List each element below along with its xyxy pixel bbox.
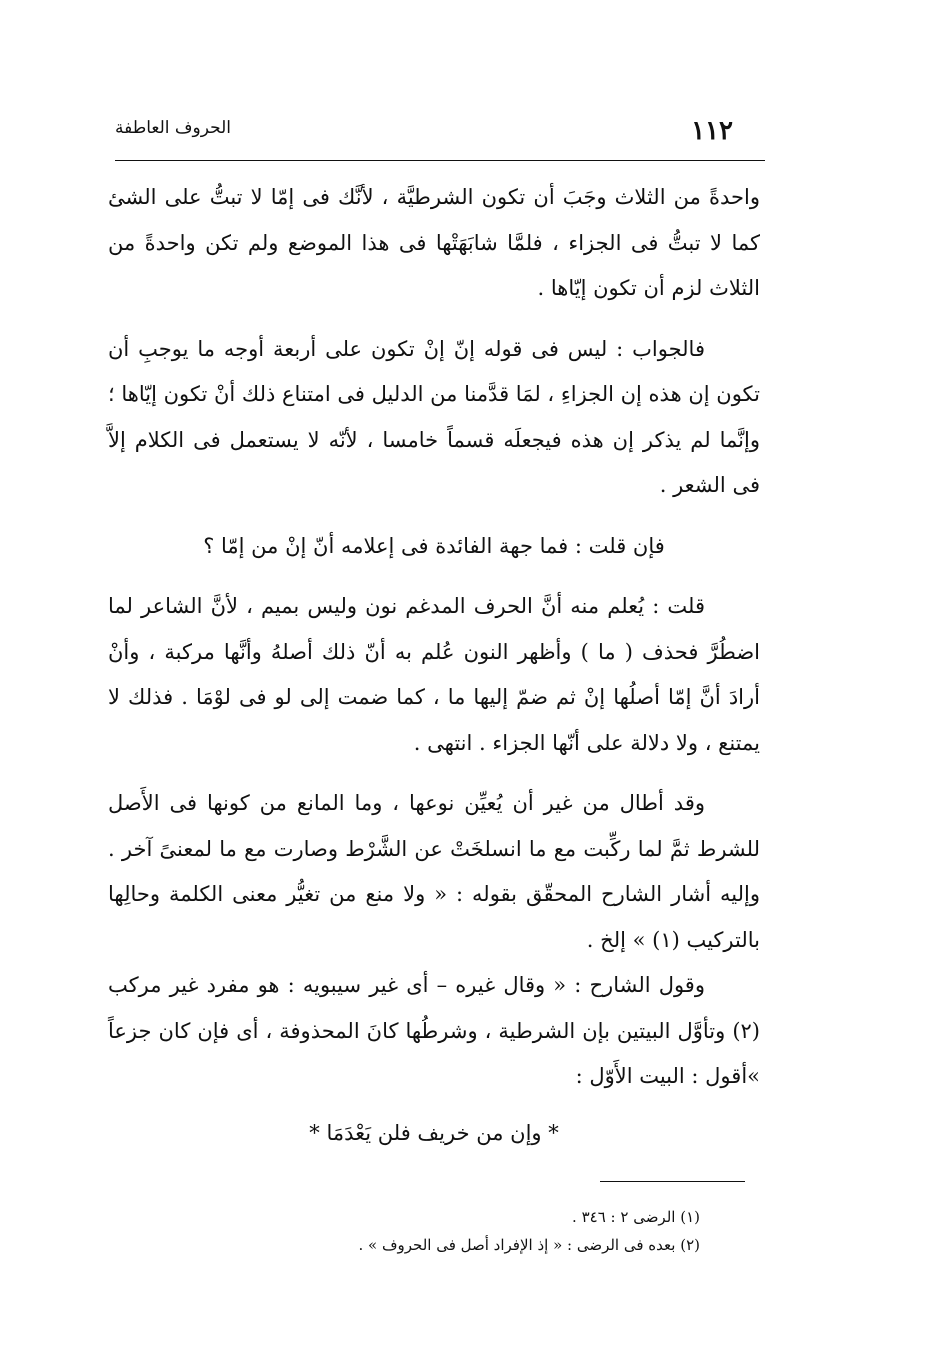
paragraph-1: [108, 175, 760, 312]
footnote-rule: [600, 1181, 745, 1182]
body-text: [108, 175, 760, 1158]
text-line: فإن قلت : فما جهة الفائدة فى إعلامه أنّ إنْ من إمّا ؟: [203, 533, 665, 558]
text-line: وقد أطال من غير أن يُعيِّن نوعها ، وما المانع من كونها فى الأَصل للشرط: [108, 791, 760, 861]
text-line: وتأوَّل البيتين بإن الشرطية ، وشرطُها كانَ المحذوفة ، أى فإن كان جزعاً »أقول :: [108, 1018, 760, 1088]
text-line: فحذف ( ما ) وأظهر النون عُلم به أنّ ذلك أصلهُ وأنَّها مركبة ، وأنْ أرادَ أنَّ إمّا: [108, 639, 760, 709]
running-head: الحروف العاطفة: [115, 118, 232, 138]
header-rule: [115, 160, 765, 161]
text-line: قلت : يُعلم منه أنَّ الحرف المدغم نون وليس بميم ، لأنَّ الشاعر لما اضطُرَّ: [108, 594, 760, 664]
text-line: البيت الأَوّل :: [575, 1064, 685, 1088]
text-line: واحدةً من الثلاث وجَبَ أن تكون الشرطيَّة ، لأنَّك فى إمّا لا تبتُّ على الشئ كما: [108, 185, 760, 255]
paragraph-2: [108, 327, 760, 509]
text-line: لا تبتُّ فى الجزاء ، فلمَّا شابَهَتْها فى هذا الموضع ولم تكن واحدةً من الثلاث لزم: [108, 230, 760, 300]
text-line: ثمَّ لما ركِّبت مع ما انسلخَتْ عن الشَّرْط وصارت مع ما لمعنىً آخر . وإليه أشار: [108, 836, 760, 906]
text-line: فالجواب : ليس فى قوله إنّ إنْ تكون على أربعة أوجه ما يوجبِ أن تكون إن: [108, 336, 760, 406]
text-line: على أنّها الجزاء . انتهى .: [413, 730, 624, 755]
paragraph-6: [108, 963, 760, 1100]
text-line: أن تكون إيّاها .: [537, 276, 665, 300]
paragraph-4: [108, 584, 760, 766]
paragraph-5: [108, 781, 760, 963]
text-line: يذكر إن هذه فيجعلَه قسماً خامسا ، لأنّه لا يستعمل فى الكلام إلاَّ فى الشعر .: [108, 427, 760, 497]
text-line: وقول الشارح : « وقال غيره – أى غير سيبويه : هو مفرد غير مركب (٢): [108, 973, 760, 1043]
verse-line: * وإن من خريف فلن يَعْدَمَا *: [309, 1120, 559, 1145]
text-line: أصلُها إنْ ثم ضمّ إليها ما ، كما ضمت إلى لو فى لوْمَا . فذلك لا يمتنع ، ولا دلالة: [108, 685, 760, 755]
page-number: ١١٢: [691, 116, 733, 146]
text-line: الشارح المحقّق بقوله : « ولا منع من تغيُّر معنى الكلمة وحالِها بالتركيب (١) » إلخ .: [108, 882, 760, 952]
footnote-2: (٢) بعده فى الرضى : « إذ الإفراد أصل فى الحروف » .: [358, 1236, 700, 1254]
text-line: هذه إن الجزاءِ ، لمَا قدَّمنا من الدليل فى امتناع ذلك أنْ تكون إيّاها ؛ وإنَّما لم: [108, 382, 760, 452]
paragraph-3: [108, 524, 760, 570]
footnotes: [300, 1203, 700, 1259]
footnote-1: (١) الرضى ٢ : ٣٤٦ .: [572, 1208, 700, 1226]
page-header: [115, 112, 765, 152]
